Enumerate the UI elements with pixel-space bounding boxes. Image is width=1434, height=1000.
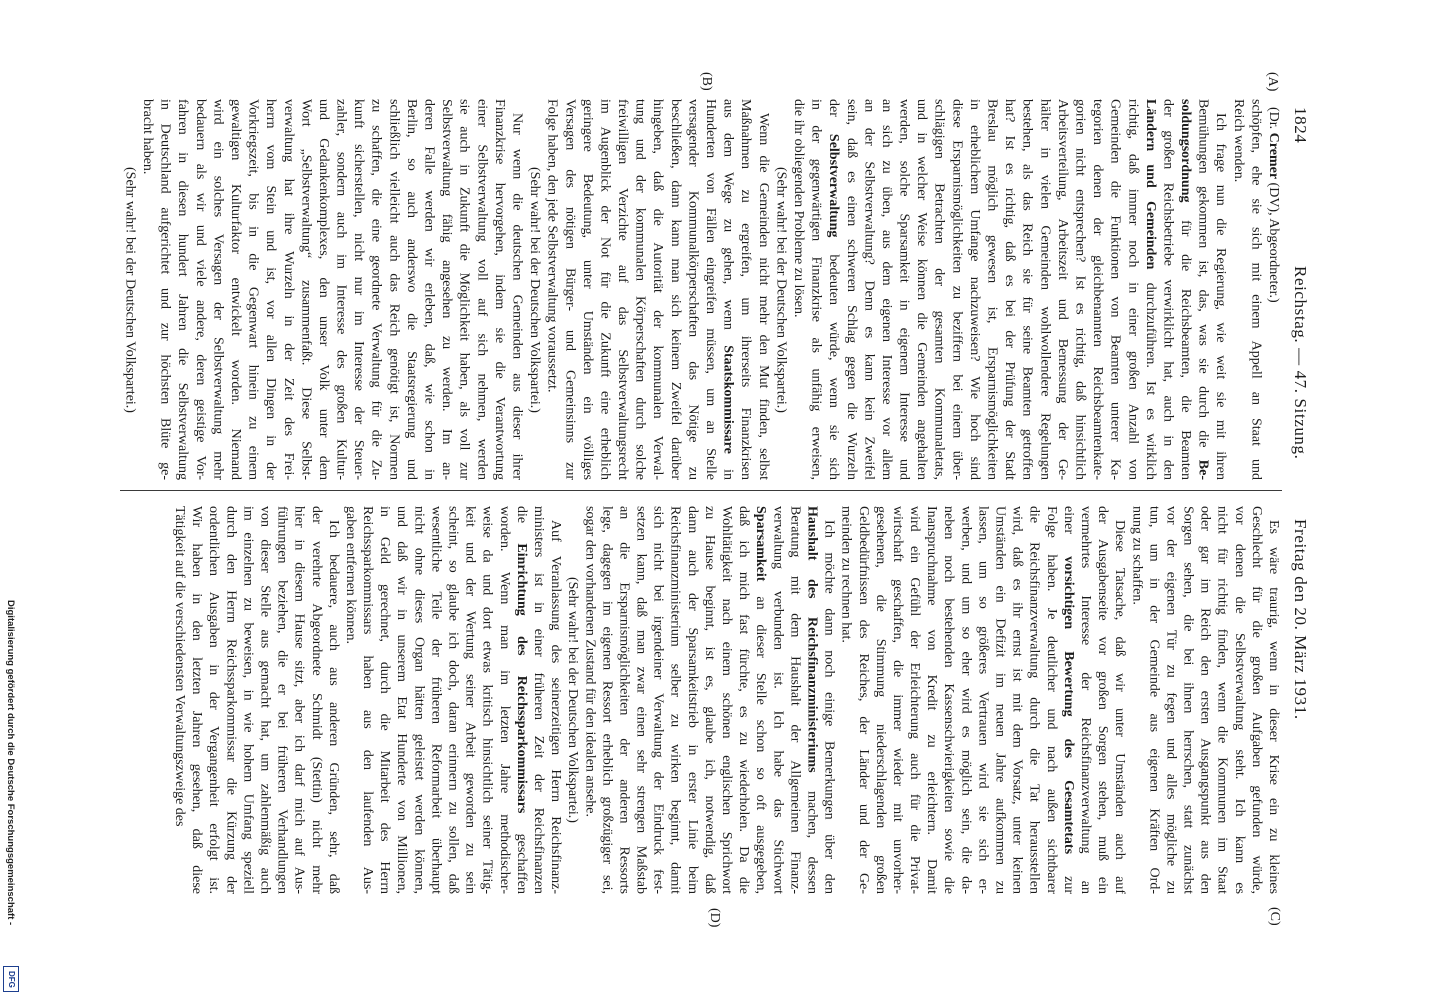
text-line: Finanzkrise hervorgehen, indem sie die Verantwortung <box>491 99 507 480</box>
text-line: beschließen, dann kann man sich keinem Zweifel darüber <box>667 99 683 480</box>
text-line: Breslau möglich gewesen ist, Ersparnismöglichkeiten <box>984 99 1000 480</box>
text-line: der großen Reichsbetriebe verwirklicht hat, auch in den <box>1160 99 1176 480</box>
text-line: durch den Herrn Reichssparkommissar die Kürzung der <box>223 506 239 894</box>
text-line: nicht ohne dieses Organ hätten geleistet werden können, <box>411 506 427 894</box>
interjection: (Sehr wahr! bei der Deutschen Volkspartei.) <box>773 166 789 413</box>
text-line: Ich bedauere, auch aus anderen Gründen, sehr, daß <box>325 520 341 894</box>
text-line: ministers ist in einer früheren Zeit der Reichsfinanzen <box>530 506 546 894</box>
text-line: Selbstverwaltung fähig angesehen zu werden. Im an- <box>439 99 455 480</box>
text-line: Reichssparkommissars haben aus den laufenden Aus- <box>360 506 376 894</box>
text-line: vor denen die Selbstverwaltung steht. Ich kann es <box>1231 506 1247 894</box>
text-line: gaben entfernen können. <box>342 506 358 644</box>
text-line: Inanspruchnahme von Kredit zu erleichtern. Damit <box>924 506 940 894</box>
text-line: wird ein Gefühl der Erleichterung auch für die Privat- <box>907 506 923 894</box>
bold-term: Einrichtung des Reichssparkommissars <box>513 543 529 814</box>
text-line: tung und der kommunalen Körperschaften durch solche <box>632 99 648 480</box>
text-line: hingeben, daß die Autorität der kommunalen Verwal- <box>650 99 666 480</box>
text-line: sie auch in Zukunft die Möglichkeit haben, als voll zur <box>456 99 472 480</box>
text-line: die ihr obliegenden Probleme zu lösen. <box>790 99 806 318</box>
text-line: im Augenblick der Not für die Zukunft eine erheblich <box>597 99 613 480</box>
text-line: daß ich mich fast fürchte, es zu wiederholen. Da die <box>736 506 752 894</box>
text-line: bestehen, als das Reich sie für seine Beamten getroffen <box>1019 99 1035 480</box>
text-line: von dieser Stelle aus gemacht hat, um zahlenmäßig auch <box>257 506 273 894</box>
text-line: Ich möchte dann noch einige Bemerkungen über den <box>821 520 837 894</box>
text-line: kunft sicherstellen, nicht nur im Interesse der Steuer- <box>351 99 367 480</box>
text-line: Maßnahmen zu ergreifen, um ihrerseits Finanzkrisen <box>738 99 754 480</box>
text-line: Folge haben, den jede Selbstverwaltung voraussetzt. <box>544 99 560 393</box>
text-line: Wort „Selbstverwaltung“ zusammenfaßt. Diese Selbst- <box>298 99 314 480</box>
text-line: an der Selbstverwaltung? Denn es kann kein Zweifel <box>861 99 877 480</box>
text-line <box>513 506 530 894</box>
margin-marker-a: (A) <box>1265 72 1280 92</box>
text-line: verwaltung hat ihre Wurzeln in der Zeit des Frei- <box>280 99 296 480</box>
text-line: deren Falle werden wir erleben, daß, wie schon in <box>421 99 437 480</box>
text-line <box>1141 99 1159 480</box>
text-line: Sorgen sehen, die bei ihnen herrschen, statt zunächst <box>1180 506 1196 894</box>
text-line: Reich wenden. <box>1230 99 1246 183</box>
text-line <box>1176 99 1194 480</box>
text-line: zu Hause beginnt, ist es, glaube ich, notwendig, daß <box>701 506 717 894</box>
text-line: versagender Kommunalkörperschaften das Nötige zu <box>685 99 701 480</box>
text-line: richtig, daß immer noch in einer großen Anzahl von <box>1125 99 1141 480</box>
text-line: gewaltigen Kulturfaktor entwickelt worden. Niemand <box>227 99 243 480</box>
text-line: nicht für richtig finden, wenn die Kommunen im Staat <box>1214 506 1230 894</box>
text-line: und in welcher Weise können die Gemeinden angehalten <box>914 99 930 480</box>
text-line: sich nicht bei irgendeiner Verwaltung der Eindruck fest- <box>650 506 666 894</box>
text-line: verwaltung verbunden ist. Ich habe das Stichwort <box>770 506 786 894</box>
text-line: herrn vom Stein und ist, vor allen Dingen in der <box>263 99 279 480</box>
text-line: in erheblichem Umfange nachzuweisen? Wie hoch sind <box>966 99 982 480</box>
text-line: Auf Veranlassung des seinerzeitigen Herrn Reichsfinanz- <box>548 520 564 894</box>
text-line: wird, daß es ihr ernst ist mit dem Vorsatz, unter keinen <box>1009 506 1025 894</box>
interjection: (Sehr wahr! bei der Deutschen Volkspartei.) <box>527 166 543 413</box>
text-line: Versagen des nötigen Bürger- und Gemeinsinns zur <box>562 99 578 480</box>
text-line: Umständen ein Defizit im neuen Jahre aufkommen zu <box>992 506 1008 894</box>
text-segment: einer <box>1060 506 1076 557</box>
text-line: worden. Wenn man im letzten Jahre methodischer- <box>496 506 512 894</box>
text-line: der Ausgabenseite vor großen Sorgen stehen, muß ein <box>1095 506 1111 894</box>
text-line: schlägigen Betrachten der gesamten Kommunaletats, <box>931 99 947 480</box>
bold-term: Selbstverwaltung <box>826 133 842 238</box>
digitization-credit: Digitalisierung gefördert durch die Deutsche Forschungsgemeinschaft - <box>5 600 16 926</box>
speaker-line <box>1264 99 1282 480</box>
text-line: in Deutschland aufgerichtet und zur höchsten Blüte ge- <box>157 99 173 480</box>
bold-term: Ländern und Gemeinden <box>1142 99 1158 270</box>
text-segment: geschaffen <box>513 813 529 894</box>
text-line: zu schaffen, die eine geordnete Verwaltung für die Zu- <box>368 99 384 480</box>
text-line: keit und der Wertung seiner Arbeit geworden zu sein <box>462 506 478 894</box>
text-line: hälter in vielen Gemeinden wohlwollendere Regelungen <box>1037 99 1053 480</box>
text-line: Wir haben in den letzten Jahren gesehen, daß diese <box>189 506 205 894</box>
text-line: zahler, sondern auch im Interesse des großen Kultur- <box>333 99 349 480</box>
dfg-logo <box>3 966 19 992</box>
text-line: im einzelnen zu beweisen, in wie hohem Umfang speziell <box>240 506 256 894</box>
text-line: lassen, um so größeres Vertrauen wird sie sich er- <box>975 506 991 894</box>
text-line: führungen beziehen, die er bei früheren Verhandlungen <box>274 506 290 894</box>
text-line: vor der eigenen Tür zu fegen und alles mögliche zu <box>1163 506 1179 894</box>
text-line: nung zu schaffen. <box>1129 506 1145 605</box>
interjection: (Sehr wahr! bei der Deutschen Volkspartei.) <box>122 166 138 413</box>
text-segment: der <box>826 99 842 134</box>
text-segment: aus dem Wege zu gehen, wenn <box>720 99 736 346</box>
text-line: an sich zu üben, aus dem eigenen Interesse vor allem <box>878 99 894 480</box>
text-line: Nur wenn die deutschen Gemeinden aus dieser ihrer <box>509 113 525 480</box>
text-segment: in <box>720 453 736 480</box>
text-segment: (DV), Abgeordneter.) <box>1266 179 1281 303</box>
bold-term: Cremer <box>1266 132 1281 180</box>
text-line: Geldbedürfnissen des Reiches, der Länder und der Ge- <box>855 506 871 894</box>
session-date: Freitag den 20. März 1931. <box>1291 519 1310 720</box>
text-line: gesehenen, die Stimmung niederschlagenden großen <box>872 506 888 894</box>
text-line: schließlich vielleicht auch das Reich genötigt ist, Normen <box>386 99 402 480</box>
text-line: Wenn die Gemeinden nicht mehr den Mut finden, selbst <box>755 113 771 480</box>
text-line: geringere Bedeutung, unter Umständen ein völliges <box>579 99 595 480</box>
text-line: freiwilligen Verzichte auf das Selbstverwaltungsrecht <box>615 99 631 480</box>
text-line <box>825 99 843 480</box>
text-line: ordentlichen Ausgaben in der Vergangenheit erfolgt ist. <box>206 506 222 894</box>
text-segment: an dieser Stelle schon so oft ausgegeben, <box>753 581 769 894</box>
text-line: wesentliche Teile der früheren Reformarbeit überhaupt <box>428 506 444 894</box>
text-line: wird ein solches Versagen der Selbstverwaltung mehr <box>210 99 226 480</box>
text-line: dann auch der Sparsamkeitstrieb in erster Linie beim <box>684 506 700 894</box>
text-segment: die <box>513 506 529 544</box>
text-line: tegorien denen der gleichbenannten Reichsbeamtenkate- <box>1090 99 1106 480</box>
text-line: Reichsfinanzministerium selber zu wirken beginnt, damit <box>667 506 683 894</box>
text-line: setzen kann, daß man zwar einen sehr strengen Maßstab <box>633 506 649 894</box>
text-line: hier in diesem Hause sitzt, aber ich darf mich auf Aus- <box>291 506 307 894</box>
text-line <box>803 506 820 894</box>
text-line: schöpfen, ehe sie sich mit einem Appell an Staat und <box>1248 99 1264 480</box>
session-title: Reichstag. — 47. Sitzung. <box>1291 266 1310 460</box>
text-line <box>752 506 769 894</box>
text-line: in Geld gerechnet, durch die Mitarbeit des Herrn <box>377 506 393 894</box>
text-segment: Bemühungen gekommen ist, das, was sie durch die <box>1195 99 1211 460</box>
text-line: Geschlecht für die großen Aufgaben gefunden würde, <box>1248 506 1264 894</box>
text-line: diese Ersparnismöglichkeiten zu beziffern bei einem über- <box>949 99 965 480</box>
margin-marker-b: (B) <box>699 72 714 91</box>
text-line: Diese Tatsache, daß wir unter Umständen auch auf <box>1112 520 1128 894</box>
text-line: die Reichsfinanzverwaltung durch die Tat herausstellen <box>1026 506 1042 894</box>
text-line: meinden zu rechnen hat. <box>838 506 854 643</box>
text-line: vermehrtes Interesse der Reichsfinanzverwaltung an <box>1077 506 1093 894</box>
text-segment: für die Reichsbeamten, die Beamten <box>1178 202 1194 480</box>
text-line: bedauern als wir und viele andere, deren geistige Vor- <box>192 99 208 480</box>
text-line: neben noch bestehenden Kassenschwierigkeiten sowie die <box>941 506 957 894</box>
text-line: Folge haben. Je deutlicher und nach außen sichtbarer <box>1043 506 1059 894</box>
text-line: oder gar im Reich den ersten Ausgangspunkt aus den <box>1197 506 1213 894</box>
bold-term: Be- <box>1195 459 1211 480</box>
text-line: sein, daß es einen schweren Schlag gegen die Wurzeln <box>843 99 859 480</box>
bold-term: vorsichtigen Bewertung des Gesamtetats <box>1060 556 1076 855</box>
text-line: weise da und dort etwas kritisch hinsichtlich seiner Tätig- <box>479 506 495 894</box>
column-divider <box>120 490 1282 491</box>
text-line: Vorkriegszeit, bis in die Gegenwart hinein zu einem <box>245 99 261 480</box>
bold-term: Staatskommissare <box>720 345 736 454</box>
page-number: 1824 <box>1291 107 1310 144</box>
text-line <box>1060 506 1077 894</box>
text-segment: durchzuführen. Ist es wirklich <box>1142 269 1158 480</box>
text-line: werben, und um so eher wird es möglich sein, die da- <box>958 506 974 894</box>
text-line: Gemeinden die Funktionen von Beamten unterer Ka- <box>1107 99 1123 480</box>
text-line: in der gegenwärtigen Finanzkrise als unfähig erweisen, <box>808 99 824 480</box>
text-line: Arbeitsverteilung, Arbeitszeit und Bemessung der Ge- <box>1054 99 1070 480</box>
text-line: gorien nicht entsprechen? Ist es richtig, daß hinsichtlich <box>1072 99 1088 480</box>
margin-marker-c: (C) <box>1267 907 1282 926</box>
bold-term: Haushalt des Reichsfinanzministeriums <box>804 506 820 773</box>
text-line: werden, solche Sparsamkeit in eigenem Interesse und <box>896 99 912 480</box>
interjection: (Sehr wahr! bei der Deutschen Volkspartei.) <box>565 577 581 823</box>
margin-marker-d: (D) <box>707 908 722 928</box>
column-left <box>118 99 1282 480</box>
column-right <box>168 506 1282 894</box>
text-line: Ich frage nun die Regierung, wie weit sie mit ihren <box>1213 113 1229 480</box>
text-line: und Gedankenkomplexes, den unser Volk unter dem <box>315 99 331 480</box>
text-line: Beratung mit dem Haushalt der Allgemeinen Finanz- <box>787 506 803 894</box>
text-line: Es wäre traurig, wenn in dieser Krise ein zu kleines <box>1266 520 1281 894</box>
text-line: bracht haben. <box>140 99 155 175</box>
text-line: Wohltätigkeit nach einem schönen englischen Sprichwort <box>719 506 734 894</box>
text-line: und daß wir in unserem Etat Hunderte von Millionen, <box>394 506 410 894</box>
text-line: einer Selbstverwaltung voll auf sich nehmen, werden <box>474 99 490 480</box>
text-line: Berlin, so auch anderswo die Staatsregierung und <box>403 99 419 480</box>
text-line: scheint, so glaube ich doch, daran erinnern zu sollen, daß <box>445 506 461 894</box>
text-segment: machen, dessen <box>804 772 820 894</box>
text-line: wirtschaft geschaffen, die immer wieder mit unvorher- <box>889 506 905 894</box>
text-line: Tätigkeit auf die verschiedensten Verwaltungszweige des <box>172 506 187 827</box>
text-segment: zur <box>1060 854 1076 894</box>
dfg-logo-text: DFG <box>7 970 16 988</box>
text-line: Hunderten von Fällen eingreifen müssen, um an Stelle <box>703 99 718 480</box>
text-line: tun, um in der Gemeinde aus eigenen Kräften Ord- <box>1146 506 1162 894</box>
text-segment: bedeuten würde, wenn sie sich <box>826 237 842 480</box>
text-line <box>719 99 737 480</box>
text-line: hat? Ist es richtig, daß es bei der Prüfung der Stadt <box>1002 99 1018 480</box>
text-line: der verehrte Abgeordnete Schmidt (Stettin) nicht mehr <box>308 506 324 894</box>
text-line: an die Ersparnismöglichkeiten der anderen Ressorts <box>616 506 632 894</box>
text-line: lege, dagegen im eigenen Ressort erheblich großzügiger sei, <box>599 506 615 894</box>
text-segment: (Dr. <box>1266 107 1281 133</box>
text-line <box>1194 99 1212 480</box>
text-line: sogar den vorhandenen Zustand für den idealen ansehe. <box>582 506 598 817</box>
text-line: fahren in diesen hundert Jahren die Selbstverwaltung <box>175 99 191 480</box>
bold-term: soldungsordnung <box>1178 99 1194 203</box>
bold-term: Sparsamkeit <box>753 506 769 582</box>
